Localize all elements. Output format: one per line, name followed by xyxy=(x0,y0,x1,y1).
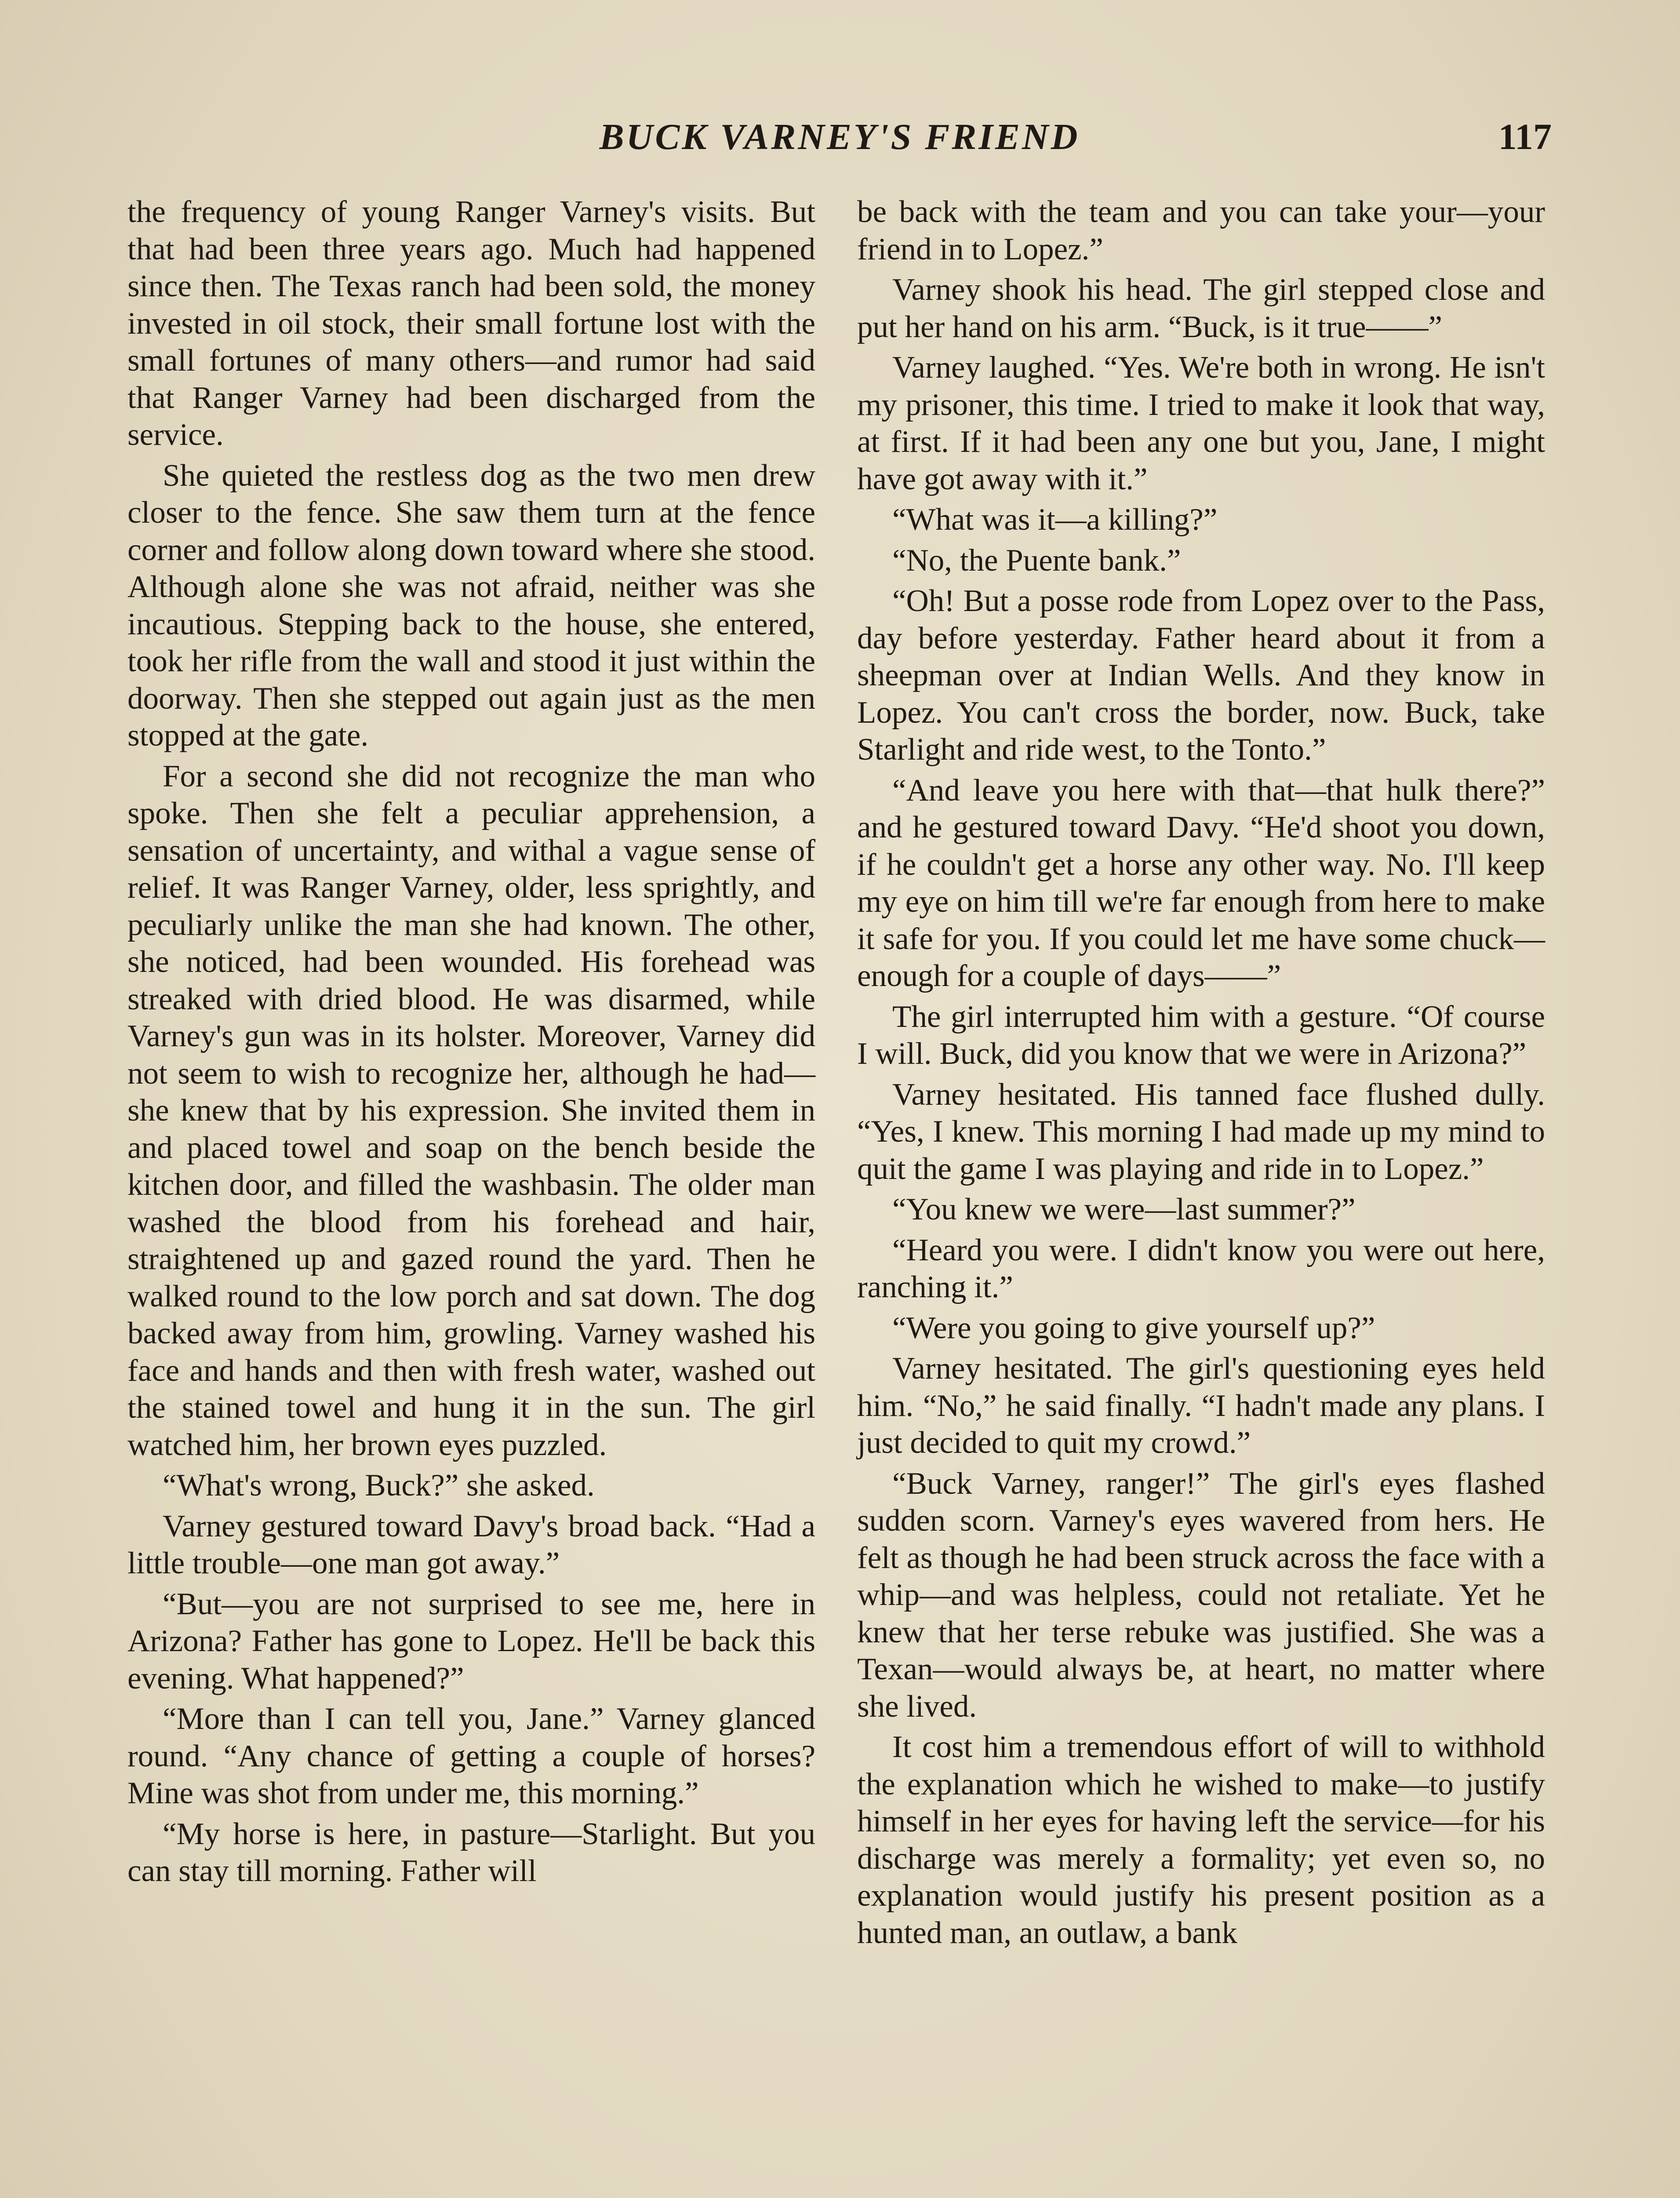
paragraph: “What's wrong, Buck?” she asked. xyxy=(163,1468,595,1503)
paragraph: Varney hesitated. The girl's questioning eyes held him. “No,” he said finally. “I hadn't made any plans. I just decided to quit my crowd.” xyxy=(857,1351,1545,1460)
paragraph: “Heard you were. I didn't know you were out here, ranching it.” xyxy=(857,1233,1545,1304)
paragraph: “But—you are not surprised to see me, here in Arizona? Father has gone to Lopez. He'll be back this evening. What happened?” xyxy=(127,1587,815,1696)
paragraph: Varney laughed. “Yes. We're both in wrong. He isn't my prisoner, this time. I tried to make it look that way, at first. If it had been any one but you, Jane, I might have got away with it.” xyxy=(857,350,1545,496)
paragraph: be back with the team and you can take your—your friend in to Lopez.” xyxy=(857,195,1545,266)
running-title: BUCK VARNEY'S FRIEND xyxy=(599,116,1080,157)
paragraph: “Buck Varney, ranger!” The girl's eyes flashed sudden scorn. Varney's eyes wavered from hers. He felt as though he had been struck across the face with a whip—and was helpless, could not retaliate. Yet he knew that her terse rebuke was justified. She was a Texan—would always be, at heart, no matter where she lived. xyxy=(857,1466,1545,1724)
paragraph: “Were you going to give yourself up?” xyxy=(892,1310,1375,1345)
paragraph: She quieted the restless dog as the two men drew closer to the fence. She saw them turn at the fence corner and follow along down toward where she stood. Although alone she was not afraid, neither was she incautious. Stepping back to the house, she entered, took her rifle from the wall and stood it just within the doorway. Then she stepped out again just as the men stopped at the gate. xyxy=(127,458,815,753)
paragraph: “More than I can tell you, Jane.” Varney glanced round. “Any chance of getting a couple of horses? Mine was shot from under me, this morning.” xyxy=(127,1702,815,1810)
left-column xyxy=(127,193,815,1893)
paragraph: Varney hesitated. His tanned face flushed dully. “Yes, I knew. This morning I had made up my mind to quit the game I was playing and ride in to Lopez.” xyxy=(857,1077,1545,1186)
page-number: 117 xyxy=(1498,116,1552,157)
page-header xyxy=(127,115,1552,159)
paragraph: “What was it—a killing?” xyxy=(892,502,1218,537)
paragraph: “And leave you here with that—that hulk there?” and he gestured toward Davy. “He'd shoot you down, if he couldn't get a horse any other way. No. I'll keep my eye on him till we're far enough from here to make it safe for you. If you could let me have some chuck—enough for a couple of days——” xyxy=(857,773,1545,993)
paragraph: For a second she did not recognize the man who spoke. Then she felt a peculiar apprehension, a sensation of uncertainty, and withal a vague sense of relief. It was Ranger Varney, older, less sprightly, and peculiarly unlike the man she had known. The other, she noticed, had been wounded. His forehead was streaked with dried blood. He was disarmed, while Varney's gun was in its holster. Moreover, Varney did not seem to wish to recognize her, although he had—she knew that by his expression. She invited them in and placed towel and soap on the bench beside the kitchen door, and filled the washbasin. The older man washed the blood from his forehead and hair, straightened up and gazed round the yard. Then he walked round to the low porch and sat down. The dog backed away from him, growling. Varney washed his face and hands and then with fresh water, washed out the stained towel and hung it in the sun. The girl watched him, her brown eyes puzzled. xyxy=(127,759,815,1462)
paragraph: It cost him a tremendous effort of will to withhold the explanation which he wished to make—to justify himself in her eyes for having left the service—for his discharge was merely a formality; yet even so, no explanation would justify his present position as a hunted man, an outlaw, a bank xyxy=(857,1730,1545,1950)
paragraph: Varney gestured toward Davy's broad back. “Had a little trouble—one man got away.” xyxy=(127,1509,815,1580)
paragraph: Varney shook his head. The girl stepped close and put her hand on his arm. “Buck, is it true——” xyxy=(857,273,1545,344)
paragraph: The girl interrupted him with a gesture. “Of course I will. Buck, did you know that we were in Arizona?” xyxy=(857,999,1545,1071)
paragraph: “You knew we were—last summer?” xyxy=(892,1192,1356,1226)
paragraph: “My horse is here, in pasture—Starlight. But you can stay till morning. Father will xyxy=(127,1816,815,1888)
paragraph: “Oh! But a posse rode from Lopez over to the Pass, day before yesterday. Father heard about it from a sheepman over at Indian Wells. And they know in Lopez. You can't cross the border, now. Buck, take Starlight and ride west, to the Tonto.” xyxy=(857,584,1545,767)
right-column xyxy=(857,193,1545,1955)
paragraph: “No, the Puente bank.” xyxy=(892,543,1181,578)
paragraph: the frequency of young Ranger Varney's visits. But that had been three years ago. Much had happened since then. The Texas ranch had been sold, the money invested in oil stock, their small fortune lost with the small fortunes of many others—and rumor had said that Ranger Varney had been discharged from the service. xyxy=(127,195,815,452)
